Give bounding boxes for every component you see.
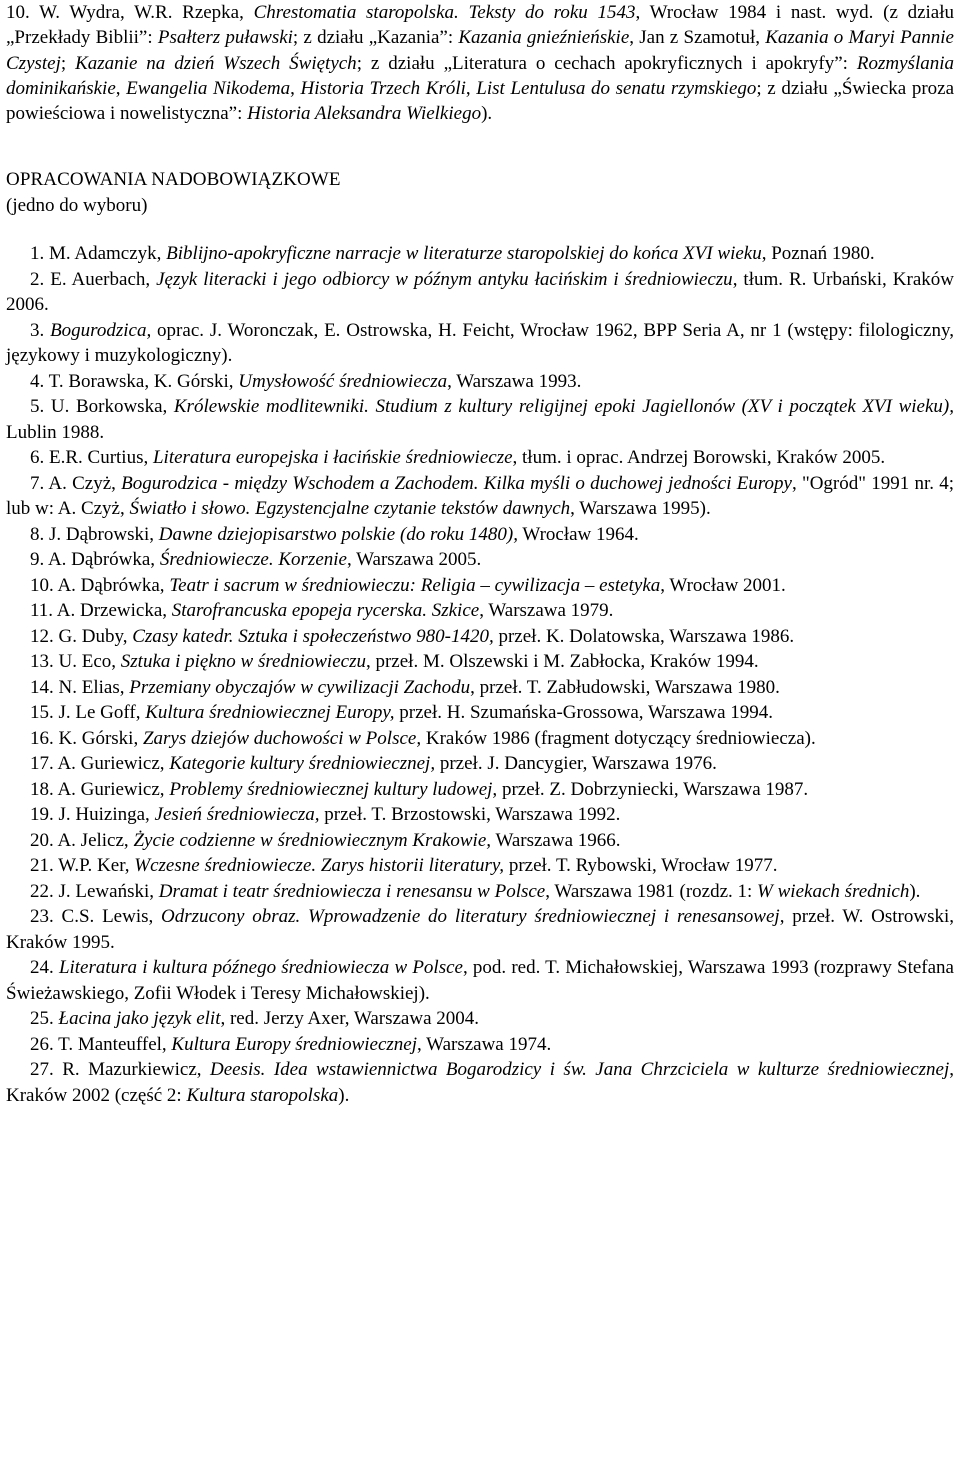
bibliography-entry	[6, 700, 954, 726]
italic-title-text: Życie codzienne w średniowiecznym Krakowie,	[133, 829, 492, 851]
bibliography-entry	[6, 777, 954, 803]
italic-title-text: Łacina jako język elit	[58, 1008, 221, 1030]
italic-title-text: Biblijno-apokryficzne narracje w literaturze staropolskiej do końca XVI wieku	[166, 243, 762, 265]
plain-text: , Poznań 1980.	[761, 243, 875, 265]
plain-text: przeł. J. Dancygier, Warszawa 1976.	[435, 753, 717, 775]
plain-text: 13. U. Eco,	[30, 651, 121, 673]
italic-title-text: Historia Aleksandra Wielkiego	[247, 103, 482, 125]
bibliography-entry	[6, 267, 954, 318]
bibliography-entry	[6, 802, 954, 828]
plain-text: przeł. T. Rybowski, Wrocław 1977.	[504, 855, 778, 877]
bibliography-entry	[6, 522, 954, 548]
plain-text: 10. W. Wydra, W.R. Rzepka,	[6, 2, 254, 23]
plain-text: 22. J. Lewański,	[30, 880, 159, 902]
plain-text: Kraków 1986 (fragment dotyczący średniowiecza).	[421, 727, 816, 749]
bibliography-entry	[6, 573, 954, 599]
italic-title-text: Wczesne średniowiecze. Zarys historii literatury,	[134, 855, 505, 877]
bibliography-entry	[6, 624, 954, 650]
italic-title-text: Jesień średniowiecza,	[154, 804, 320, 826]
italic-title-text: Deesis. Idea wstawiennictwa Bogarodzicy i św. Jana Chrzciciela w kulturze średniowiecznej	[209, 1059, 950, 1081]
bibliography-entry	[6, 955, 954, 1006]
plain-text: 27. R. Mazurkiewicz,	[30, 1059, 210, 1081]
plain-text: Warszawa 1966.	[491, 829, 621, 851]
plain-text: 17. A. Guriewicz,	[30, 753, 170, 775]
italic-title-text: Starofrancuska epopeja rycerska. Szkice	[171, 600, 480, 622]
plain-text: ; z działu „Kazania”:	[292, 27, 459, 49]
plain-text: przeł. T. Brzostowski, Warszawa 1992.	[319, 804, 621, 826]
italic-title-text: Umysłowość średniowiecza	[238, 370, 448, 392]
plain-text: ; z działu „Świecka proza powieściowa i nowelistyczna”:	[6, 77, 955, 125]
italic-title-text: Ewangelia Nikodema	[126, 77, 291, 99]
italic-title-text: Światło i słowo. Egzystencjalne czytanie tekstów dawnych	[129, 498, 571, 520]
plain-text: ;	[60, 52, 76, 74]
italic-title-text: Język literacki i jego odbiorcy w późnym antyku łacińskim i średniowieczu	[156, 268, 733, 290]
plain-text: , przeł. W. Ostrowski, Kraków 1995.	[6, 906, 954, 953]
plain-text: 3.	[30, 319, 51, 341]
plain-text: , Kraków 2002 (część 2:	[6, 1059, 954, 1106]
bibliography-entry	[6, 318, 954, 369]
plain-text: ,	[465, 77, 477, 99]
plain-text: przeł. K. Dolatowska, Warszawa 1986.	[493, 625, 795, 647]
plain-text: 4. T. Borawska, K. Górski,	[30, 370, 239, 392]
plain-text: 9. A. Dąbrówka,	[30, 549, 160, 571]
plain-text: , "Ogród" 1991 nr. 4; lub w: A. Czyż,	[6, 472, 954, 520]
plain-text: 19. J. Huizinga,	[30, 804, 155, 826]
italic-title-text: Przemiany obyczajów w cywilizacji Zachodu	[129, 676, 471, 698]
plain-text: Wrocław 1964.	[518, 523, 639, 545]
plain-text: , Wrocław 2001.	[660, 574, 786, 596]
italic-title-text: Problemy średniowiecznej kultury ludowej,	[169, 778, 498, 800]
bibliography-entry	[6, 1057, 954, 1108]
plain-text: 5. U. Borkowska,	[30, 396, 174, 418]
plain-text: 8. J. Dąbrowski,	[30, 523, 159, 545]
plain-text: oprac. J. Woronczak, E. Ostrowska, H. Feicht, Wrocław 1962, BPP Seria A, nr 1 (wstępy: filologiczny, językowy i muzykologiczny).	[6, 319, 954, 367]
plain-text: 24.	[30, 957, 59, 979]
plain-text: , pod. red. T. Michałowskiej, Warszawa 1993 (rozprawy Stefana Świeżawskiego, Zofii Włodek i Teresy Michałowskiej).	[6, 957, 954, 1004]
italic-title-text: Odrzucony obraz. Wprowadzenie do literatury średniowiecznej i renesansowej	[161, 906, 780, 928]
italic-title-text: Literatura i kultura późnego średniowiecza w Polsce	[58, 957, 463, 979]
plain-text: przeł. H. Szumańska-Grossowa, Warszawa 1994.	[394, 702, 774, 724]
bibliography-entry	[6, 879, 954, 905]
italic-title-text: Zarys dziejów duchowości w Polsce,	[142, 727, 422, 749]
plain-text: , tłum. R. Urbański, Kraków 2006.	[6, 268, 954, 316]
plain-text: ).	[909, 880, 921, 902]
bibliography-entry	[6, 726, 954, 752]
italic-title-text: Kategorie kultury średniowiecznej,	[169, 753, 436, 775]
italic-title-text: Kazania o Maryi Pannie Czystej	[6, 27, 954, 74]
bibliography-entry	[6, 445, 954, 471]
plain-text: , Warszawa 1993.	[447, 370, 582, 392]
bibliography-entry	[6, 369, 954, 395]
italic-title-text: Psałterz puławski	[157, 27, 293, 49]
plain-text: 18. A. Guriewicz,	[30, 778, 170, 800]
bibliography-entry	[6, 547, 954, 573]
plain-text: 7. A. Czyż,	[30, 472, 122, 494]
plain-text: Lublin 1988.	[6, 421, 105, 443]
plain-text: 23. C.S. Lewis,	[30, 906, 162, 928]
plain-text: , przeł. M. Olszewski i M. Zabłocka, Kraków 1994.	[365, 651, 759, 673]
plain-text: ).	[481, 103, 493, 125]
plain-text: , Jan z Szamotuł,	[629, 27, 766, 49]
italic-title-text: List Lentulusa do senatu rzymskiego	[476, 77, 757, 99]
italic-title-text: Średniowiecze. Korzenie	[159, 549, 347, 571]
bibliography-list	[6, 241, 954, 1108]
bibliography-entry	[6, 598, 954, 624]
italic-title-text: Sztuka i piękno w średniowieczu	[120, 651, 366, 673]
bibliography-entry	[6, 649, 954, 675]
bibliography-entry	[6, 828, 954, 854]
plain-text: 2. E. Auerbach,	[30, 268, 157, 290]
italic-title-text: Dramat i teatr średniowiecza i renesansu w Polsce	[158, 880, 546, 902]
italic-title-text: Kultura średniowiecznej Europy,	[145, 702, 395, 724]
plain-text: 21. W.P. Ker,	[30, 855, 135, 877]
bibliography-entry	[6, 904, 954, 955]
italic-title-text: Kazanie na dzień Wszech Świętych	[75, 52, 357, 74]
plain-text: , Warszawa 1974.	[417, 1033, 552, 1055]
italic-title-text: Kazania gnieźnieńskie	[458, 27, 630, 49]
italic-title-text: Literatura europejska i łacińskie średniowiecze	[152, 447, 513, 469]
bibliography-entry	[6, 241, 954, 267]
bibliography-entry	[6, 1032, 954, 1058]
italic-title-text: Chrestomatia staropolska. Teksty do roku 1543	[253, 2, 636, 23]
plain-text: 1. M. Adamczyk,	[30, 243, 167, 265]
plain-text: 26. T. Manteuffel,	[30, 1033, 172, 1055]
italic-title-text: Czasy katedr. Sztuka i społeczeństwo 980-1420,	[132, 625, 494, 647]
bibliography-entry	[6, 471, 954, 522]
plain-text: , red. Jerzy Axer, Warszawa 2004.	[220, 1008, 479, 1030]
italic-title-text: Dawne dziejopisarstwo polskie (do roku 1480),	[158, 523, 518, 545]
plain-text: 6. E.R. Curtius,	[30, 447, 153, 469]
bibliography-entry	[6, 853, 954, 879]
plain-text: , Warszawa 1981 (rozdz. 1:	[545, 880, 758, 902]
plain-text: 16. K. Górski,	[30, 727, 143, 749]
plain-text: , przeł. T. Zabłudowski, Warszawa 1980.	[470, 676, 780, 698]
bibliography-entry	[6, 675, 954, 701]
italic-title-text: Bogurodzica - między Wschodem a Zachodem. Kilka myśli o duchowej jedności Europy	[121, 472, 792, 494]
plain-text: 20. A. Jelicz,	[30, 829, 134, 851]
italic-title-text: Kultura staropolska	[186, 1084, 339, 1106]
italic-title-text: W wiekach średnich	[757, 880, 910, 902]
plain-text: 15. J. Le Goff,	[30, 702, 146, 724]
plain-text: , Warszawa 1995).	[570, 498, 711, 520]
plain-text: , Warszawa 2005.	[346, 549, 482, 571]
italic-title-text: Rozmyślania dominikańskie	[6, 52, 954, 99]
bibliography-entry	[6, 1006, 954, 1032]
plain-text: 12. G. Duby,	[30, 625, 133, 647]
italic-title-text: Bogurodzica,	[50, 319, 152, 341]
plain-text: ,	[115, 77, 127, 99]
plain-text: ,	[290, 77, 301, 99]
bibliography-entry	[6, 394, 954, 445]
section-title: OPRACOWANIA NADOBOWIĄZKOWE	[6, 169, 341, 191]
plain-text: , Wrocław 1984 i nast. wyd. (z działu „Przekłady Biblii”:	[6, 2, 955, 49]
italic-title-text: Historia Trzech Króli	[300, 77, 466, 99]
italic-title-text: Królewskie modlitewniki. Studium z kultury religijnej epoki Jagiellonów (XV i początek XVI wieku),	[173, 396, 954, 418]
plain-text: , Warszawa 1979.	[479, 600, 614, 622]
intro-paragraph	[6, 0, 954, 126]
italic-title-text: Kultura Europy średniowiecznej	[171, 1033, 417, 1055]
plain-text: ).	[338, 1084, 350, 1106]
plain-text: ; z działu „Literatura o cechach apokryficznych i apokryfy”:	[356, 52, 857, 74]
italic-title-text: Teatr i sacrum w średniowieczu: Religia – cywilizacja – estetyka	[169, 574, 661, 596]
plain-text: 11. A. Drzewicka,	[30, 600, 172, 622]
plain-text: 25.	[30, 1008, 59, 1030]
section-subtitle: (jedno do wyboru)	[6, 195, 148, 217]
plain-text: 10. A. Dąbrówka,	[30, 574, 170, 596]
plain-text: , tłum. i oprac. Andrzej Borowski, Kraków 2005.	[512, 447, 886, 469]
plain-text: 14. N. Elias,	[30, 676, 130, 698]
bibliography-entry	[6, 751, 954, 777]
plain-text: przeł. Z. Dobrzyniecki, Warszawa 1987.	[497, 778, 809, 800]
